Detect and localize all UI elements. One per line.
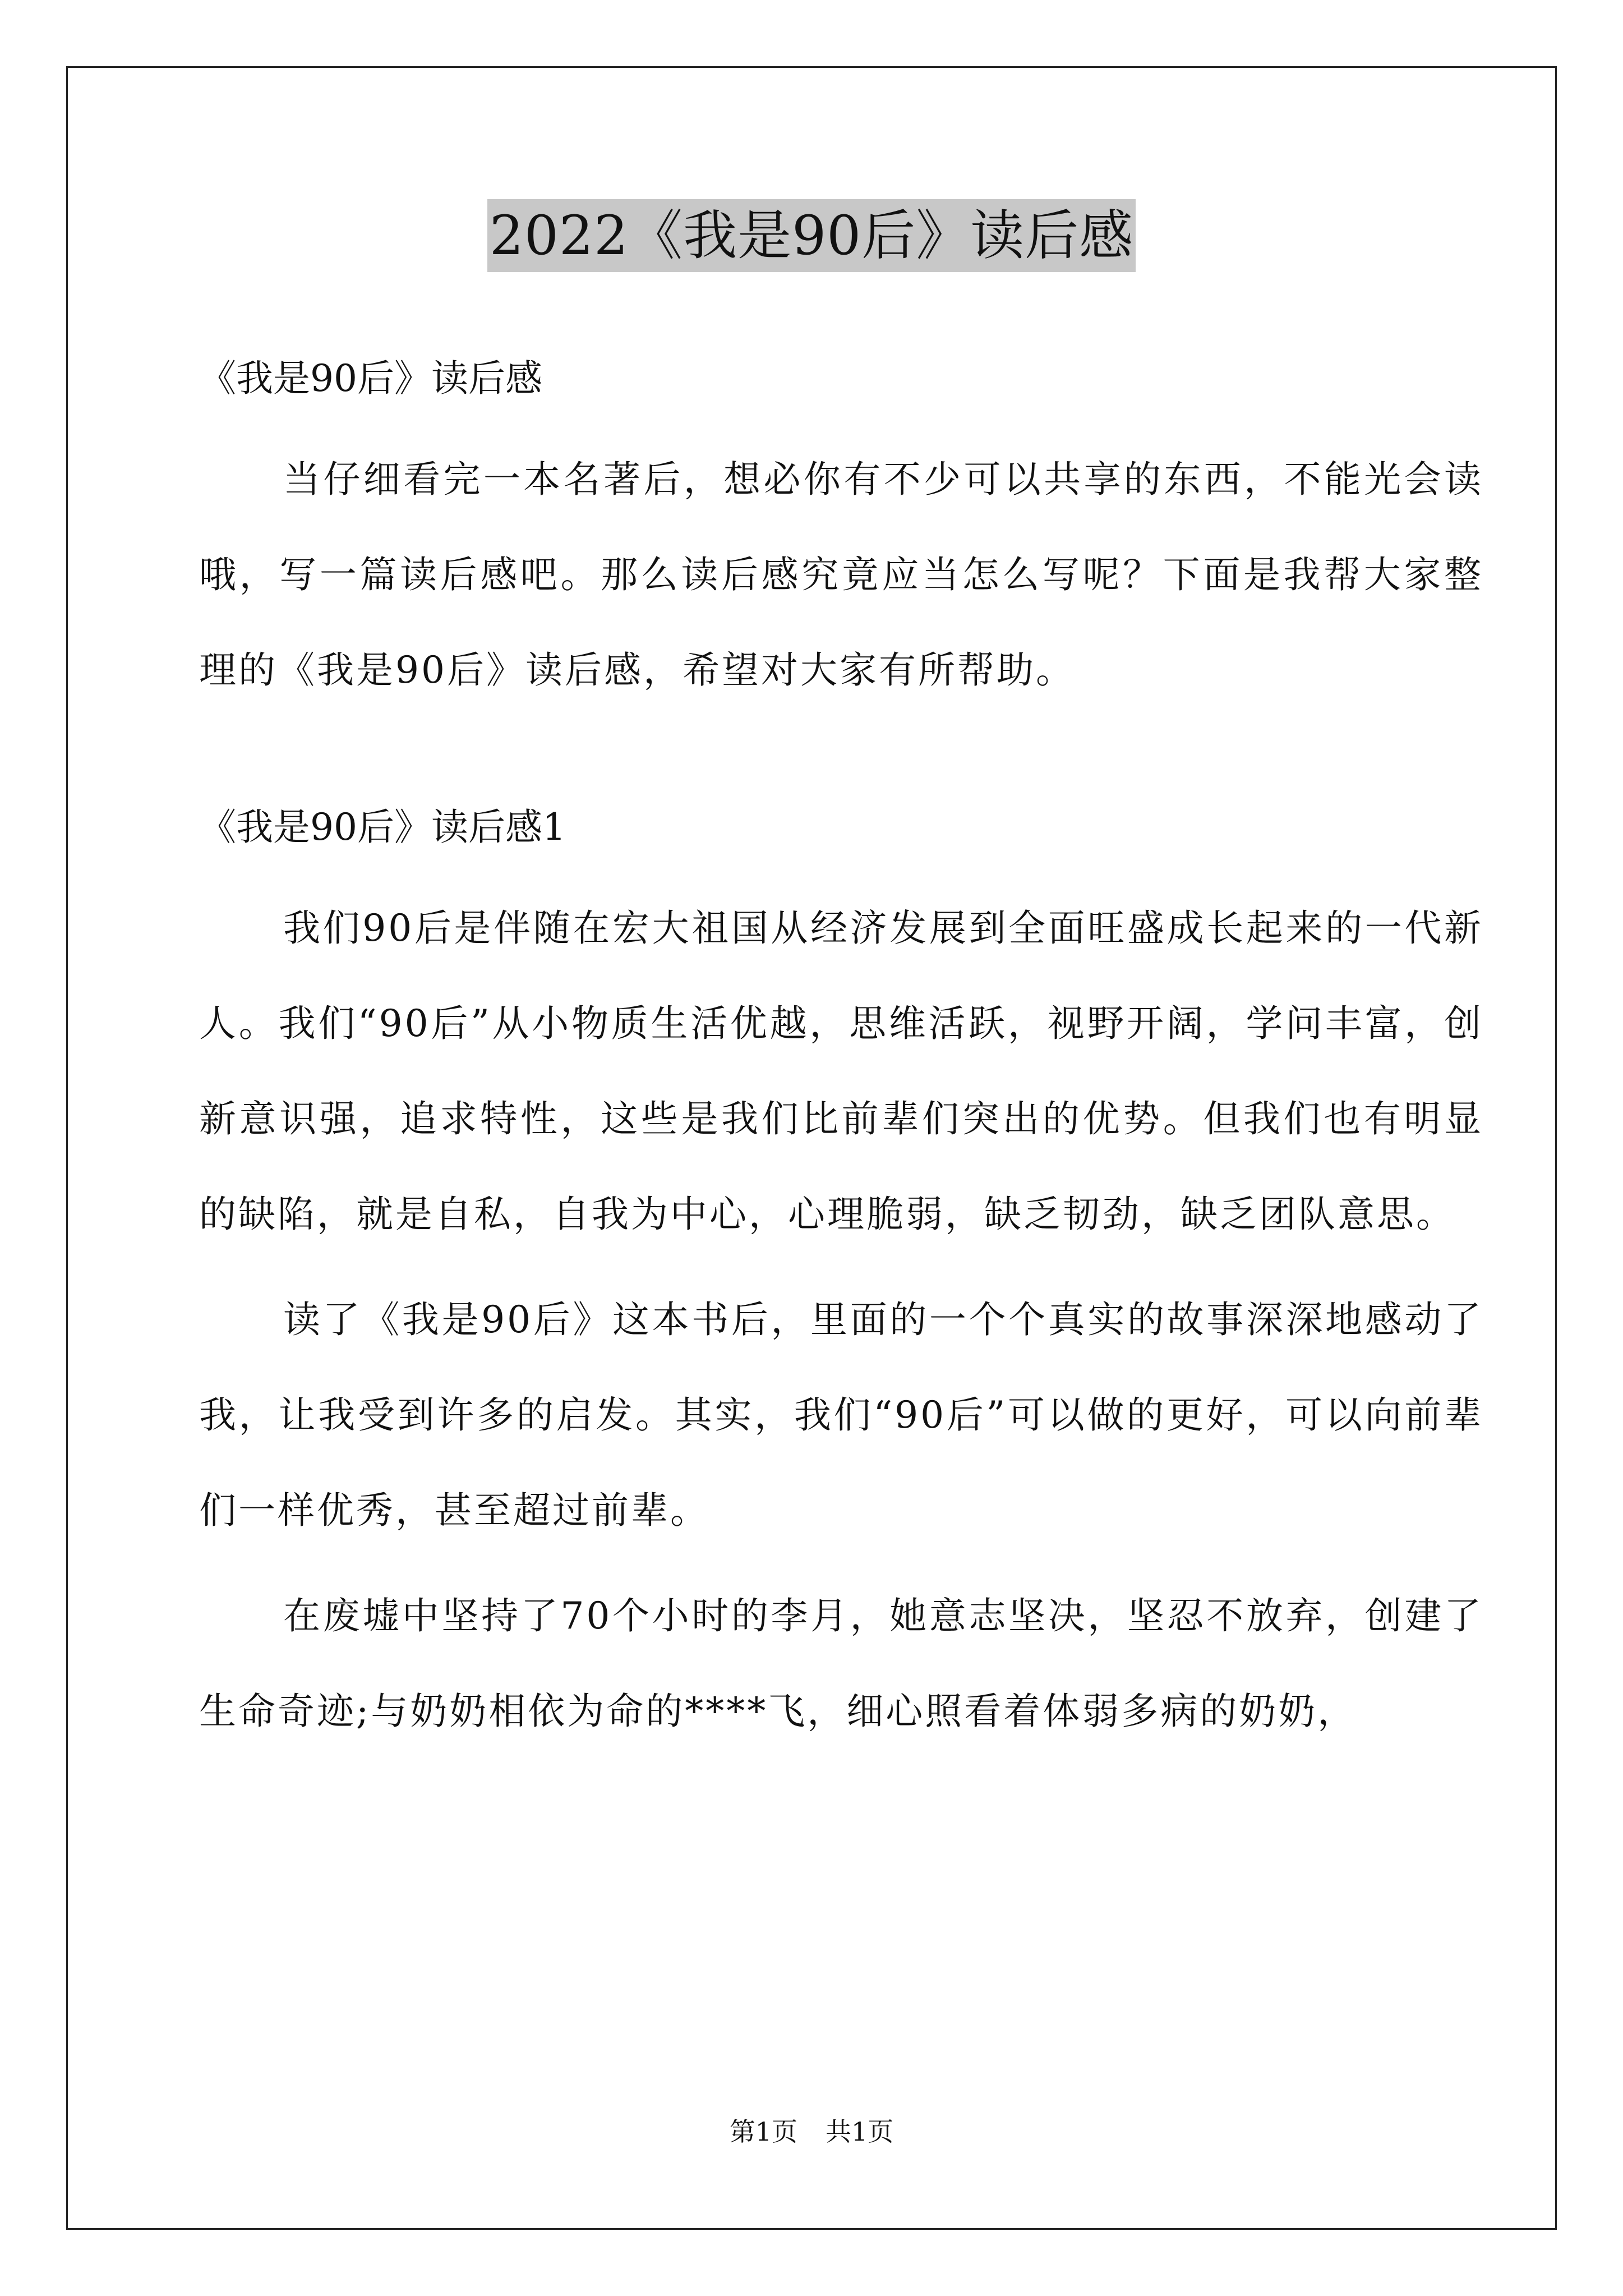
page-footer <box>0 2115 1623 2148</box>
document-title: 2022《我是90后》读后感 <box>487 199 1136 272</box>
title-container <box>0 199 1623 272</box>
body-paragraph: 读了《我是90后》这本书后，里面的一个个真实的故事深深地感动了我，让我受到许多的启发。其实，我们“90后”可以做的更好，可以向前辈们一样优秀，甚至超过前辈。 <box>199 1298 1483 1532</box>
body-paragraph: 在废墟中坚持了70个小时的李月，她意志坚决，坚忍不放弃，创建了生命奇迹;与奶奶相依为命的****飞，细心照看着体弱多病的奶奶， <box>199 1594 1483 1733</box>
intro-paragraph: 当仔细看完一本名著后，想必你有不少可以共享的东西，不能光会读哦，写一篇读后感吧。那么读后感究竟应当怎么写呢？下面是我帮大家整理的《我是90后》读后感，希望对大家有所帮助。 <box>199 458 1483 692</box>
page-total: 共1页 <box>826 2116 894 2147</box>
document-body <box>199 337 1483 1759</box>
page-number: 第1页 <box>729 2116 797 2147</box>
body-paragraph: 我们90后是伴随在宏大祖国从经济发展到全面旺盛成长起来的一代新人。我们“90后”从小物质生活优越，思维活跃，视野开阔，学问丰富，创新意识强，追求特性，这些是我们比前辈们突出的优势。但我们也有明显的缺陷，就是自私，自我为中心，心理脆弱，缺乏韧劲，缺乏团队意思。 <box>199 907 1483 1236</box>
section-heading: 《我是90后》读后感 <box>199 357 542 400</box>
section-heading: 《我是90后》读后感1 <box>199 806 566 849</box>
